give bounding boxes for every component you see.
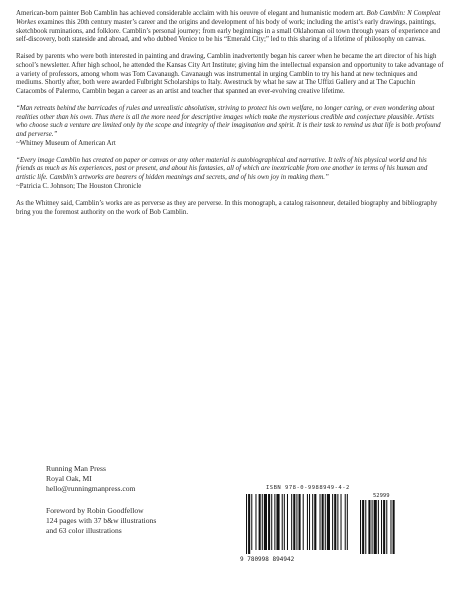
barcode-bar	[320, 494, 321, 550]
foreword-credit: Foreword by Robin Goodfellow	[46, 506, 144, 515]
closing-paragraph: As the Whitney said, Camblin’s works are as perverse as they are perverse. In this monograph, a catalog raisonneur, detailed biography and bibliography bring you the foremost authority on the work of Bob Camblin.	[16, 199, 438, 216]
barcode-bar	[347, 494, 348, 550]
addon-bar	[383, 500, 385, 554]
barcode-bar	[246, 494, 247, 554]
barcode-bar	[303, 494, 304, 550]
barcode-bar	[255, 494, 256, 550]
illustration-count: and 63 color illustrations	[46, 525, 122, 535]
barcode-bar	[274, 494, 275, 550]
intro-paragraph: American-born painter Bob Camblin has achieved considerable acclaim with his oeuvre of elegant and humanistic modern art. Bob Camblin: N Compleat Workes examines this 20th century master’s career and the origins and development of his body of work; including the artist’s early drawings, paintings, sketchbook ruminations, and folklore. Camblin’s personal journey; from early beginnings in a small Oklahoman oil town through years of experience and self-discovery, both stateside and abroad, and who dubbed Venice to be his “Emerald City;” led to this sharing of a lifetime of philosophy on canvas.	[16, 10, 441, 44]
addon-bar	[372, 500, 373, 554]
book-title: Bob Camblin: N Compleat Workes	[16, 10, 441, 26]
barcode-bar	[307, 494, 308, 550]
chronicle-quote: “Every image Camblin has created on paper or canvas or any other material is autobiographical and narrative. It tells of his physical world and his friends as much as his experiences, past or present, and about his fantasies, all of which are inextricable from one another in terms of his human and artistic life. Camblin’s artworks are bearers of hidden meanings and secrets, and of his own joy in making them.”	[16, 156, 428, 182]
addon-bar	[374, 500, 377, 554]
barcode-bar	[287, 494, 288, 550]
barcode-bar	[341, 494, 342, 550]
addon-bar	[360, 500, 361, 554]
publisher-location: Royal Oak, MI	[46, 473, 92, 483]
barcode-bar	[251, 494, 252, 550]
barcode-bar	[299, 494, 301, 550]
barcode-bar	[259, 494, 261, 550]
addon-bar	[393, 500, 395, 554]
barcode-bar	[332, 494, 333, 550]
addon-bar	[381, 500, 382, 554]
addon-bar	[378, 500, 379, 554]
barcode-bar	[284, 494, 285, 550]
barcode-bar	[337, 494, 338, 550]
publisher-name: Running Man Press	[46, 464, 106, 473]
whitney-quote: “Man retreats behind the barricades of rules and unrealistic absolutism, striving to protect his own welfare, no longer caring, or even wondering about realities other than his own. Thus there is all the more need for descriptive images which make the mysterious credible and conjecture plausible. Artists who choose such a venture are limited only by the scope and integrity of their imagination and spirit. It is their task to remind us that life is both profound and perverse.”	[16, 104, 441, 139]
price-code: 52999	[373, 493, 390, 499]
isbn-barcode	[236, 486, 402, 564]
barcode-bar	[325, 494, 326, 550]
barcode-bar	[264, 494, 267, 550]
barcode-bar	[334, 494, 336, 550]
biography-paragraph: Raised by parents who were both interested in painting and drawing, Camblin inadvertently began his career when he became the art director of his high school’s newsletter. After high school, he attended the Kansas City Art Institute; giving him the intellectual expansion and opportunity to take advantage of a variety of professors, among whom was Tom Cavanaugh. Cavanaugh was instrumental in urging Camblin to try his hand at new techniques and mediums. Shortly after, both were awarded Fulbright Scholarships to Italy. Awestruck by what he saw at The Uffizi Gallery and at The Capuchin Catacombs of Palermo, Camblin began a career as an artist and teacher that spanned an ever-evolving creative lifetime.	[16, 53, 444, 96]
page-count: 124 pages with 37 b&w illustrations	[46, 515, 157, 525]
barcode-bar	[268, 494, 270, 550]
isbn-label: ISBN 978-0-9988949-4-2	[266, 485, 350, 491]
barcode-bar	[262, 494, 263, 550]
barcode-bar	[322, 494, 324, 550]
barcode-bar	[309, 494, 310, 550]
barcode-bar	[291, 494, 292, 550]
barcode-bar	[312, 494, 313, 550]
addon-bar	[362, 500, 364, 554]
barcode-bar	[282, 494, 283, 550]
barcode-bar	[327, 494, 330, 550]
barcode-bar	[345, 494, 346, 550]
addon-bar	[386, 500, 387, 554]
addon-bar	[390, 500, 391, 554]
barcode-bar	[248, 494, 250, 554]
publisher-email: hello@runningmanpress.com	[46, 483, 136, 493]
ean-digits: 9 780998 894942	[240, 556, 295, 563]
book-credits	[46, 506, 226, 536]
addon-bar	[365, 500, 366, 554]
addon-bar	[368, 500, 370, 554]
whitney-source: ~Whitney Museum of American Art	[16, 139, 116, 147]
barcode-bar	[271, 494, 272, 550]
barcode-graphic	[236, 492, 402, 564]
barcode-bar	[314, 494, 316, 550]
back-cover-text	[16, 10, 444, 217]
barcode-bar	[296, 494, 297, 550]
barcode-bar	[276, 494, 279, 550]
chronicle-source: ~Patricia C. Johnson; The Houston Chronicle	[16, 183, 142, 191]
publisher-info	[46, 464, 246, 494]
barcode-bar	[293, 494, 295, 550]
